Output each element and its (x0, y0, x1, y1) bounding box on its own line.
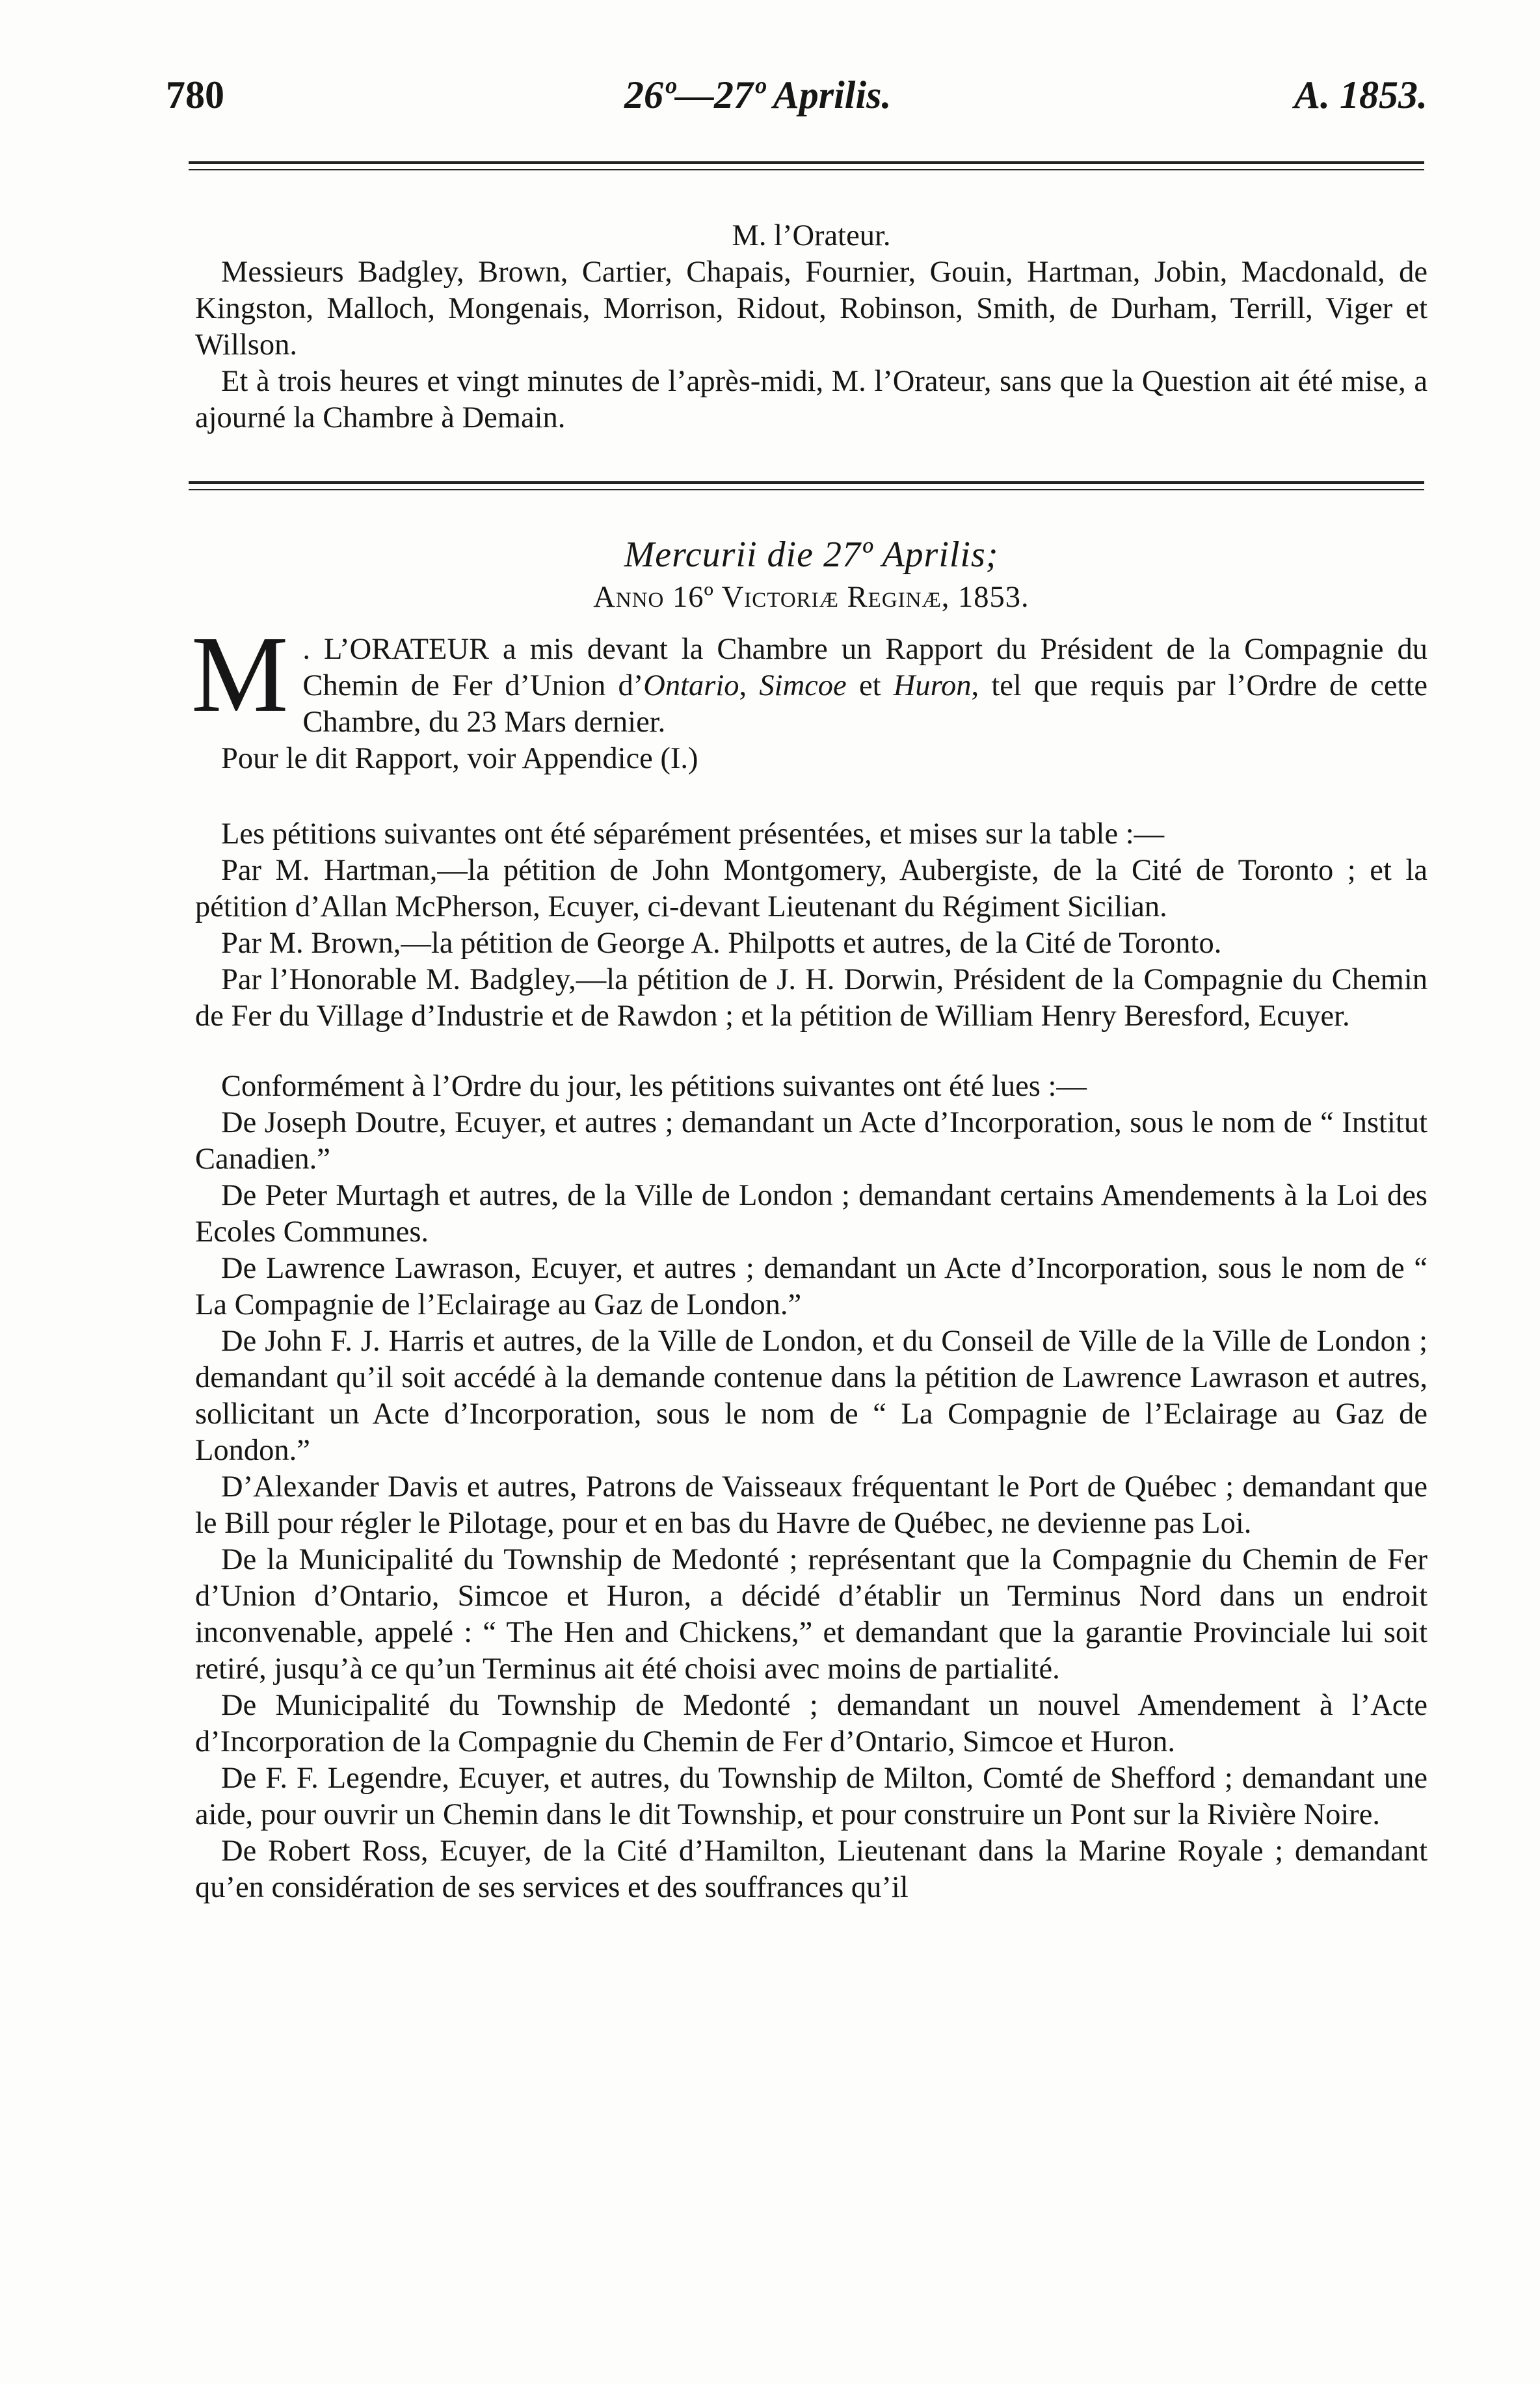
running-header (166, 73, 1427, 131)
petition-read-item: De Peter Murtagh et autres, de la Ville de London ; demandant certains Amendements à la Loi des Ecoles Communes. (195, 1179, 1427, 1249)
petition-read-item: De Municipalité du Township de Medonté ; demandant un nouvel Amendement à l’Acte d’Incorporation de la Compagnie du Chemin de Fer d’Ontario, Simcoe et Huron. (195, 1689, 1427, 1758)
adjournment-paragraph: Et à trois heures et vingt minutes de l’après-midi, M. l’Orateur, sans que la Question ait été mise, a ajourné la Chambre à Demain. (195, 365, 1427, 434)
page-number: 780 (166, 73, 224, 116)
petition-read-item: De F. F. Legendre, Ecuyer, et autres, du Township de Milton, Comté de Shefford ; demandant une aide, pour ouvrir un Chemin dans le dit Township, et pour construire un Pont sur la Rivière Noire. (195, 1762, 1427, 1831)
drop-cap: M (191, 614, 289, 735)
petition-presented-badgley: Par l’Honorable M. Badgley,—la pétition de J. H. Dorwin, Président de la Compagnie du Chemin de Fer du Village d’Industrie et de Rawdon ; et la pétition de William Henry Beresford, Ecuyer. (195, 963, 1427, 1033)
petitions-presented-intro: Les pétitions suivantes ont été séparément présentées, et mises sur la table :— (221, 817, 1165, 851)
petition-presented-brown: Par M. Brown,—la pétition de George A. Philpotts et autres, de la Cité de Toronto. (221, 927, 1222, 960)
petition-read-item: De la Municipalité du Township de Medonté ; représentant que la Compagnie du Chemin de Fer d’Union d’Ontario, Simcoe et Huron, a décidé d’établir un Terminus Nord dans un endroit inconvenable, appelé : “ The Hen and Chickens,” et demandant que la garantie Provinciale lui soit retiré, jusqu’à ce qu’un Terminus ait été choisi avec moins de partialité. (195, 1543, 1427, 1686)
members-list: Messieurs Badgley, Brown, Cartier, Chapais, Fournier, Gouin, Hartman, Jobin, Macdonald, de Kingston, Malloch, Mongenais, Morrison, Ridout, Robinson, Smith, de Durham, Terrill, Viger et Willson. (195, 256, 1427, 362)
petition-read-item: De John F. J. Harris et autres, de la Ville de London, et du Conseil de Ville de la Ville de London ; demandant qu’il soit accédé à la demande contenue dans la pétition de Lawrence Lawrason et autres, sollicitant un Acte d’Incorporation, sous le nom de “ La Compagnie de l’Eclairage au Gaz de London.” (195, 1325, 1427, 1467)
petition-read-item: De Lawrence Lawrason, Ecuyer, et autres ; demandant un Acte d’Incorporation, sous le nom de “ La Compagnie de l’Eclairage au Gaz de London.” (195, 1252, 1427, 1321)
section-double-rule (189, 481, 1424, 490)
petitions-read-intro: Conformément à l’Ordre du jour, les pétitions suivantes ont été lues :— (221, 1070, 1087, 1103)
day-title: Mercurii die 27º Aprilis; (624, 535, 999, 575)
petition-read-item: De Joseph Doutre, Ecuyer, et autres ; demandant un Acte d’Incorporation, sous le nom de “ Institut Canadien.” (195, 1106, 1427, 1176)
petition-presented-hartman: Par M. Hartman,—la pétition de John Montgomery, Aubergiste, de la Cité de Toronto ; et la pétition d’Allan McPherson, Ecuyer, ci-devant Lieutenant du Régiment Sicilian. (195, 854, 1427, 923)
header-double-rule (189, 161, 1424, 170)
petition-read-item: D’Alexander Davis et autres, Patrons de Vaisseaux fréquentant le Port de Québec ; demandant que le Bill pour régler le Pilotage, pour et en bas du Havre de Québec, ne devienne pas Loi. (195, 1470, 1427, 1540)
day-entry (191, 535, 1427, 1906)
header-year: A. 1853. (1294, 73, 1427, 116)
report-paragraph: M . L’ORATEUR a mis devant la Chambre un Rapport du Président de la Compagnie du Chemin de Fer d’Union d’Ontario, Simcoe et Huron, tel que requis par l’Ordre de cette Chambre, du 23 Mars dernier. (191, 614, 1427, 739)
section-division-result (195, 218, 1427, 436)
petition-read-item: De Robert Ross, Ecuyer, de la Cité d’Hamilton, Lieutenant dans la Marine Royale ; demandant qu’en considération de ses services et des souffrances qu’il (195, 1834, 1427, 1904)
anno-line: Anno 16º Victoriæ Reginæ, 1853. (593, 581, 1029, 614)
header-date: 26º—27º Aprilis. (624, 73, 892, 116)
appendix-reference: Pour le dit Rapport, voir Appendice (I.) (221, 742, 698, 775)
section-title: M. l’Orateur. (732, 219, 891, 252)
